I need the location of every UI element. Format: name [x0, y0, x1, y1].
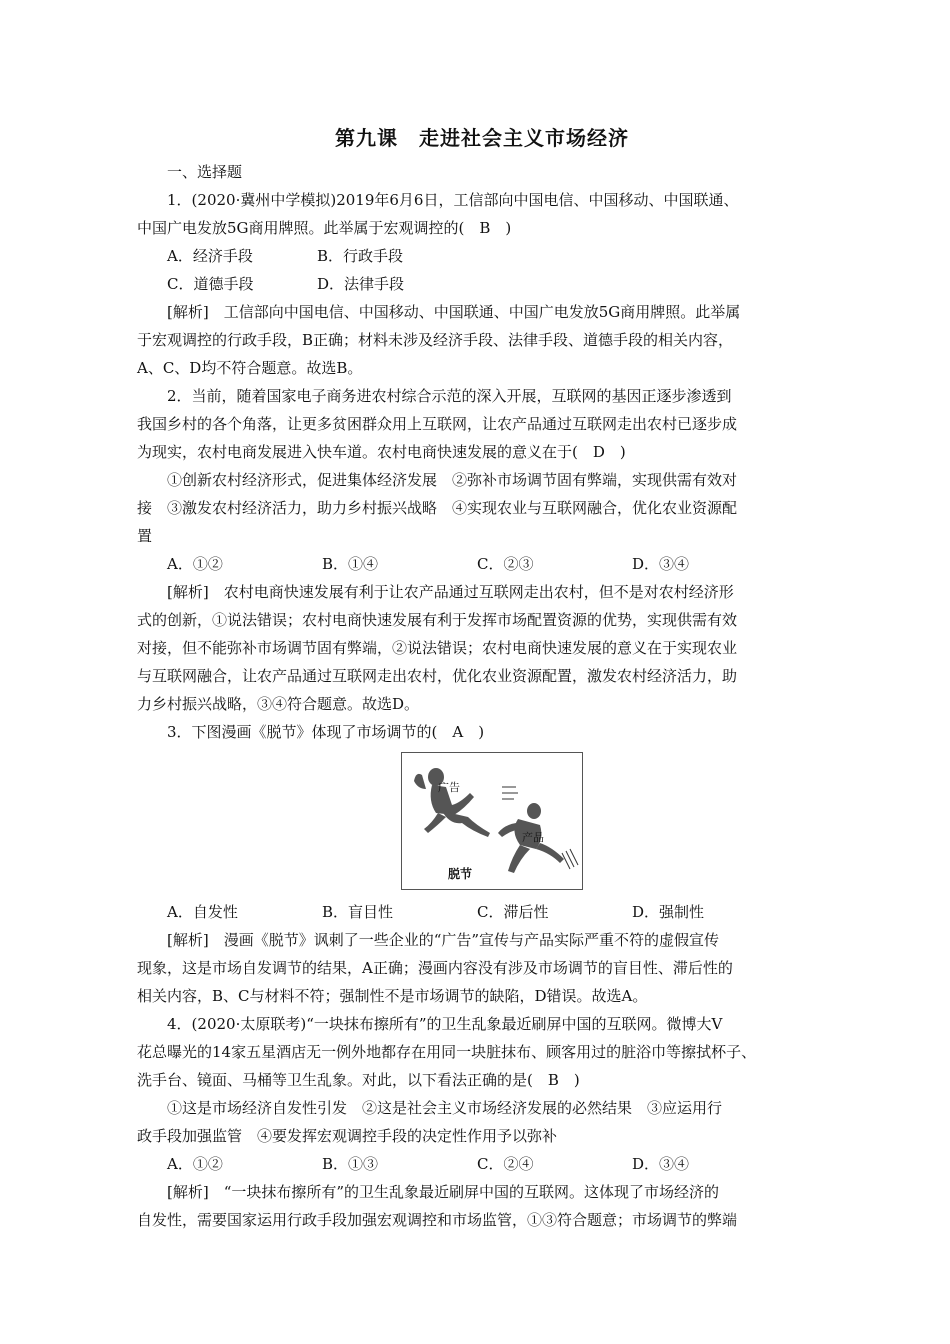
- option-a: A．①②: [167, 1155, 223, 1173]
- question-line: 中国广电发放5G商用牌照。此举属于宏观调控的( B ): [137, 219, 512, 237]
- option-c: C．②③: [477, 555, 534, 573]
- analysis-line: 与互联网融合，让农产品通过互联网走出农村，优化农业资源配置，激发农村经济活力，助: [137, 667, 738, 685]
- options-row: [137, 898, 827, 926]
- cartoon-figure: [401, 752, 583, 890]
- section-heading: 一、选择题: [167, 163, 243, 181]
- option-a: A．自发性: [167, 903, 238, 921]
- figure-caption: 脱节: [448, 867, 473, 881]
- analysis-line: 对接，但不能弥补市场调节固有弊端，②说法错误；农村电商快速发展的意义在于实现农业: [137, 639, 738, 657]
- options-row: [137, 270, 827, 298]
- statement-line: 接 ③激发农村经济活力，助力乡村振兴战略 ④实现农业与互联网融合，优化农业资源配: [137, 499, 738, 517]
- question-line: 花总曝光的14家五星酒店无一例外地都存在用同一块脏抹布、顾客用过的脏浴巾等擦拭杯子、: [137, 1043, 757, 1061]
- option-b: B．①④: [322, 555, 379, 573]
- running-figures-illustration: [402, 753, 582, 889]
- cartoon-figure-wrap: [137, 746, 827, 898]
- page-title: 第九课 走进社会主义市场经济: [335, 126, 629, 150]
- figure-label-product: 产品: [522, 831, 544, 844]
- question-line: 1．(2020·冀州中学模拟)2019年6月6日，工信部向中国电信、中国移动、中国联通、: [167, 191, 739, 209]
- option-c: C．滞后性: [477, 903, 549, 921]
- option-b: B．盲目性: [322, 903, 394, 921]
- question-1: [137, 186, 827, 382]
- option-d: D．③④: [632, 555, 690, 573]
- analysis-line: 力乡村振兴战略，③④符合题意。故选D。: [137, 695, 420, 713]
- options-row: [137, 242, 827, 270]
- analysis-line: [解析] 工信部向中国电信、中国移动、中国联通、中国广电发放5G商用牌照。此举属: [167, 303, 741, 321]
- option-d: D．③④: [632, 1155, 690, 1173]
- option-c: C．道德手段: [167, 275, 254, 293]
- option-c: C．②④: [477, 1155, 534, 1173]
- question-4: [137, 1010, 827, 1234]
- statement-line: 政手段加强监管 ④要发挥宏观调控手段的决定性作用予以弥补: [137, 1127, 558, 1145]
- question-2: [137, 382, 827, 718]
- question-line: 洗手台、镜面、马桶等卫生乱象。对此，以下看法正确的是( B ): [137, 1071, 580, 1089]
- option-b: B．行政手段: [317, 247, 404, 265]
- option-a: A．经济手段: [167, 247, 253, 265]
- options-row: [137, 550, 827, 578]
- option-b: B．①③: [322, 1155, 379, 1173]
- analysis-line: [解析] 农村电商快速发展有利于让农产品通过互联网走出农村，但不是对农村经济形: [167, 583, 734, 601]
- option-d: D．强制性: [632, 903, 705, 921]
- question-line: 3．下图漫画《脱节》体现了市场调节的( A ): [167, 723, 485, 741]
- question-line: 为现实，农村电商发展进入快车道。农村电商快速发展的意义在于( D ): [137, 443, 626, 461]
- option-d: D．法律手段: [317, 275, 405, 293]
- analysis-line: [解析] “一块抹布擦所有”的卫生乱象最近刷屏中国的互联网。这体现了市场经济的: [167, 1183, 720, 1201]
- statement-line: 置: [137, 527, 153, 545]
- analysis-line: 相关内容，B、C与材料不符；强制性不是市场调节的缺陷，D错误。故选A。: [137, 987, 648, 1005]
- analysis-line: 自发性，需要国家运用行政手段加强宏观调控和市场监管，①③符合题意；市场调节的弊端: [137, 1211, 738, 1229]
- analysis-line: 现象，这是市场自发调节的结果，A正确；漫画内容没有涉及市场调节的盲目性、滞后性的: [137, 959, 733, 977]
- analysis-line: 于宏观调控的行政手段，B正确；材料未涉及经济手段、法律手段、道德手段的相关内容，: [137, 331, 734, 349]
- question-line: 我国乡村的各个角落，让更多贫困群众用上互联网，让农产品通过互联网走出农村已逐步成: [137, 415, 738, 433]
- question-line: 2．当前，随着国家电子商务进农村综合示范的深入开展，互联网的基因正逐步渗透到: [167, 387, 732, 405]
- options-row: [137, 1150, 827, 1178]
- analysis-line: A、C、D均不符合题意。故选B。: [137, 359, 363, 377]
- question-3: [137, 718, 827, 1010]
- analysis-line: [解析] 漫画《脱节》讽刺了一些企业的“广告”宣传与产品实际严重不符的虚假宣传: [167, 931, 720, 949]
- document-page: [137, 118, 827, 1234]
- figure-label-ad: 广告: [438, 781, 460, 794]
- analysis-line: 式的创新，①说法错误；农村电商快速发展有利于发挥市场配置资源的优势，实现供需有效: [137, 611, 738, 629]
- statement-line: ①这是市场经济自发性引发 ②这是社会主义市场经济发展的必然结果 ③应运用行: [167, 1099, 723, 1117]
- option-a: A．①②: [167, 555, 223, 573]
- statement-line: ①创新农村经济形式，促进集体经济发展 ②弥补市场调节固有弊端，实现供需有效对: [167, 471, 738, 489]
- question-line: 4．(2020·太原联考)“一块抹布擦所有”的卫生乱象最近刷屏中国的互联网。微博大V: [167, 1015, 723, 1033]
